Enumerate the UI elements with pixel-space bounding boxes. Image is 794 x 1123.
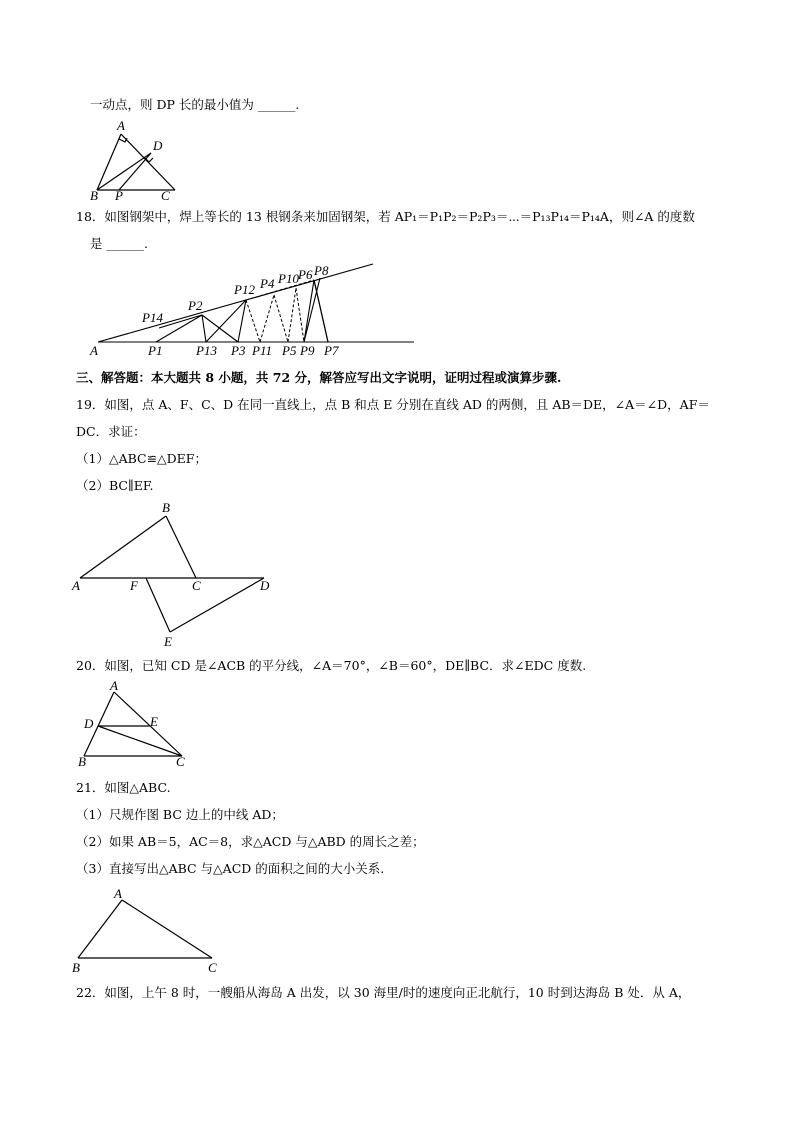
fig20-line-AC <box>114 692 182 756</box>
fig18-seg <box>304 280 314 342</box>
fig21-label-A: A <box>114 886 122 901</box>
fig17-line-AC <box>121 134 175 190</box>
q21-part3: （3）直接写出△ABC 与△ACD 的面积之间的大小关系. <box>76 861 385 876</box>
fig18-label-P12: P12 <box>234 282 255 297</box>
fig17-label-P: P <box>115 188 123 202</box>
fig20-label-E: E <box>150 714 158 729</box>
fig21-label-C: C <box>208 960 217 975</box>
q20-line1: 20．如图，已知 CD 是∠ACB 的平分线，∠A＝70°，∠B＝60°，DE∥BC．求∠EDC 度数. <box>76 658 587 673</box>
fig19-label-B: B <box>162 500 170 515</box>
fig18-label-A: A <box>90 343 98 358</box>
fig19-label-D: D <box>260 578 270 593</box>
fig20-label-D: D <box>84 716 94 731</box>
q18-line1: 18．如图钢架中，焊上等长的 13 根钢条来加固钢架，若 AP₁＝P₁P₂＝P₂P₃＝⋯＝P₁₃P₁₄＝P₁₄A，则∠A 的度数 <box>76 209 695 224</box>
q21-line1: 21．如图△ABC. <box>76 780 171 795</box>
fig18-dash <box>288 288 296 342</box>
fig18-label-P4: P4 <box>260 276 275 291</box>
fig18-dash <box>274 295 288 342</box>
fig19-label-A: A <box>72 578 80 593</box>
fig20-line-DC <box>98 726 182 756</box>
fig17-label-B: B <box>90 188 98 202</box>
fig18-label-P14: P14 <box>142 310 163 325</box>
q21-part2: （2）如果 AB＝5，AC＝8，求△ACD 与△ABD 的周长之差； <box>76 834 425 849</box>
q19-line2: DC．求证： <box>76 424 146 439</box>
fig18-seg <box>159 315 202 328</box>
q18-line2: 是 ______. <box>90 236 148 251</box>
figure-21 <box>66 884 226 976</box>
fig18-dash <box>246 300 260 342</box>
fig18-upper-line <box>98 264 373 342</box>
section-3-heading: 三、解答题：本大题共 8 小题，共 72 分，解答应写出文字说明，证明过程或演算步骤. <box>76 370 562 385</box>
fig18-label-P3: P3 <box>231 343 246 358</box>
fig17-label-A: A <box>117 118 125 133</box>
figure-20 <box>76 678 196 768</box>
q19-part2: （2）BC∥EF. <box>76 478 154 493</box>
fig18-label-P5: P5 <box>282 343 297 358</box>
fig20-label-C: C <box>176 754 185 768</box>
fig19-line-BC <box>166 516 196 578</box>
fig18-label-P10: P10 <box>278 271 299 286</box>
fig20-label-B: B <box>78 754 86 768</box>
fig21-label-B: B <box>72 960 80 975</box>
fig18-seg <box>202 315 238 342</box>
fig19-line-ED <box>170 578 264 632</box>
fig18-label-P13: P13 <box>196 343 217 358</box>
fig19-label-E: E <box>164 634 172 649</box>
fig18-dash <box>296 288 304 342</box>
fig18-label-P7: P7 <box>324 343 339 358</box>
fig20-label-A: A <box>110 678 118 693</box>
fig18-label-P8: P8 <box>314 263 329 278</box>
fig18-seg <box>238 300 246 342</box>
q22-line1: 22．如图，上午 8 时，一艘船从海岛 A 出发，以 30 海里/时的速度向正北航行，10 时到达海岛 B 处．从 A， <box>76 985 691 1000</box>
fig19-line-FE <box>146 578 170 632</box>
fig18-label-P9: P9 <box>300 343 315 358</box>
fig17-label-C: C <box>161 188 170 202</box>
figure-17 <box>85 118 195 202</box>
q21-part1: （1）尺规作图 BC 边上的中线 AD； <box>76 807 284 822</box>
fig21-line-AB <box>78 900 122 958</box>
figure-19 <box>66 500 282 650</box>
fig18-seg <box>314 280 328 342</box>
fig19-label-F: F <box>130 578 138 593</box>
fig19-line-AB <box>80 516 166 578</box>
fig18-label-P11: P11 <box>252 343 272 358</box>
q19-part1: （1）△ABC≌△DEF； <box>76 451 207 466</box>
fig21-line-AC <box>122 900 212 958</box>
q19-line1: 19．如图，点 A、F、C、D 在同一直线上，点 B 和点 E 分别在直线 AD 的两侧，且 AB＝DE，∠A＝∠D，AF＝ <box>76 397 710 412</box>
q17-text: 一动点，则 DP 长的最小值为 ______. <box>90 97 300 112</box>
fig19-label-C: C <box>192 578 201 593</box>
fig17-label-D: D <box>153 138 163 153</box>
fig17-right-angle-D <box>145 158 153 162</box>
fig18-dash <box>260 295 274 342</box>
fig18-label-P1: P1 <box>148 343 163 358</box>
fig18-label-P2: P2 <box>188 298 203 313</box>
fig18-seg <box>206 300 246 342</box>
fig18-label-P6: P6 <box>298 267 313 282</box>
figure-18 <box>88 258 418 362</box>
fig18-seg <box>202 315 206 342</box>
fig18-seg <box>304 278 320 342</box>
